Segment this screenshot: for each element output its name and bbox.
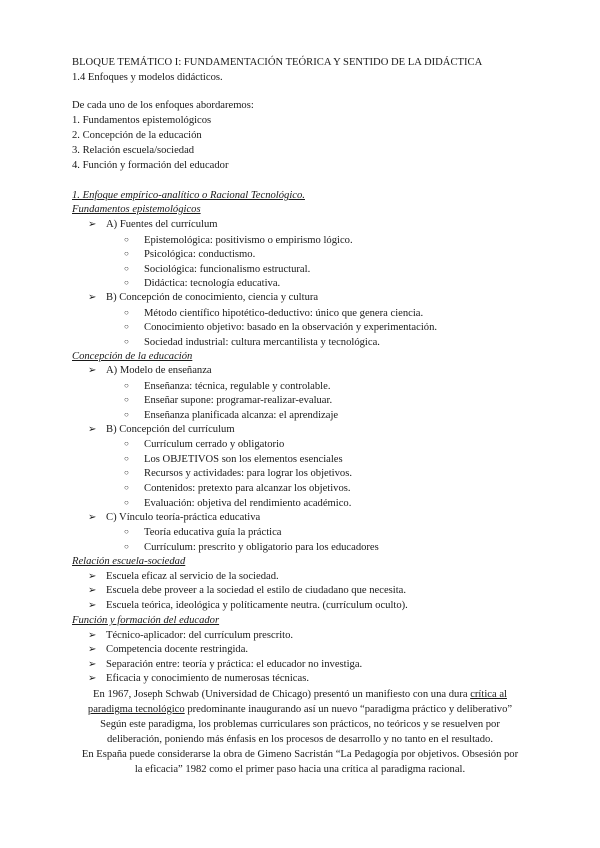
circle-bullet-icon: ○ bbox=[124, 278, 129, 287]
circle-bullet-icon: ○ bbox=[124, 235, 129, 244]
circle-bullet-icon: ○ bbox=[124, 410, 129, 419]
arrow-item: ➢ Separación entre: teoría y práctica: el educador no investiga. bbox=[88, 659, 363, 670]
paragraph-line: paradigma tecnológico predominante inaugurando así un nuevo “paradigma práctico y deliberativo” bbox=[87, 704, 513, 715]
arrow-item: ➢ B) Concepción de conocimiento, ciencia y cultura bbox=[88, 292, 319, 303]
circle-item: ○ Método científico hipotético-deductivo: único que genera ciencia. bbox=[124, 308, 424, 319]
underlined-text: crítica al bbox=[470, 689, 507, 700]
circle-bullet-icon: ○ bbox=[124, 468, 129, 477]
circle-bullet-icon: ○ bbox=[124, 337, 129, 346]
arrow-item: ➢ B) Concepción del currículum bbox=[88, 424, 235, 435]
circle-bullet-icon: ○ bbox=[124, 542, 129, 551]
circle-item: ○ Contenidos: pretexto para alcanzar los objetivos. bbox=[124, 483, 351, 494]
arrow-bullet-icon: ➢ bbox=[88, 673, 97, 684]
arrow-bullet-icon: ➢ bbox=[88, 292, 97, 303]
intro-item: 1. Fundamentos epistemológicos bbox=[72, 115, 212, 126]
circle-bullet-icon: ○ bbox=[124, 439, 129, 448]
arrow-item: ➢ Escuela teórica, ideológica y políticamente neutra. (currículum oculto). bbox=[88, 600, 408, 611]
arrow-item: ➢ C) Vínculo teoría-práctica educativa bbox=[88, 512, 261, 523]
circle-bullet-icon: ○ bbox=[124, 249, 129, 258]
circle-bullet-icon: ○ bbox=[124, 527, 129, 536]
arrow-bullet-icon: ➢ bbox=[88, 585, 97, 596]
circle-bullet-icon: ○ bbox=[124, 308, 129, 317]
circle-item: ○ Los OBJETIVOS son los elementos esenciales bbox=[124, 454, 343, 465]
paragraph-line: deliberación, poniendo más énfasis en los procesos de desarrollo y no tanto en el resultado. bbox=[107, 734, 493, 745]
paragraph-schwab bbox=[60, 687, 540, 747]
paragraph-line: En España puede considerarse la obra de Gimeno Sacristán “La Pedagogía por objetivos. Obsesión por bbox=[81, 749, 519, 760]
circle-item: ○ Recursos y actividades: para lograr los objetivos. bbox=[124, 468, 352, 479]
circle-item: ○ Didáctica: tecnología educativa. bbox=[124, 278, 281, 289]
circle-item: ○ Enseñar supone: programar-realizar-evaluar. bbox=[124, 395, 333, 406]
paragraph-line: En 1967, Joseph Schwab (Universidad de Chicago) presentó un manifiesto con una dura crítica al bbox=[93, 689, 507, 700]
subsection-heading-fundamentos: Fundamentos epistemológicos bbox=[72, 204, 201, 215]
circle-bullet-icon: ○ bbox=[124, 483, 129, 492]
circle-bullet-icon: ○ bbox=[124, 322, 129, 331]
circle-item: ○ Sociedad industrial: cultura mercantilista y tecnológica. bbox=[124, 337, 380, 348]
subsection-heading-funcion: Función y formación del educador bbox=[72, 615, 220, 626]
intro-item: 4. Función y formación del educador bbox=[72, 160, 229, 171]
circle-bullet-icon: ○ bbox=[124, 454, 129, 463]
arrow-item: ➢ Eficacia y conocimiento de numerosas técnicas. bbox=[88, 673, 309, 684]
arrow-bullet-icon: ➢ bbox=[88, 571, 97, 582]
circle-item: ○ Enseñanza: técnica, regulable y controlable. bbox=[124, 381, 331, 392]
document-subtitle: 1.4 Enfoques y modelos didácticos. bbox=[72, 72, 223, 83]
arrow-bullet-icon: ➢ bbox=[88, 659, 97, 670]
arrow-bullet-icon: ➢ bbox=[88, 630, 97, 641]
arrow-item: ➢ Técnico-aplicador: del currículum prescrito. bbox=[88, 630, 294, 641]
circle-bullet-icon: ○ bbox=[124, 395, 129, 404]
underlined-text: paradigma tecnológico bbox=[87, 704, 185, 715]
circle-item: ○ Evaluación: objetiva del rendimiento académico. bbox=[124, 498, 352, 509]
arrow-bullet-icon: ➢ bbox=[88, 600, 97, 611]
section-title: 1. Enfoque empírico-analítico o Racional Tecnológico. bbox=[72, 190, 305, 201]
circle-bullet-icon: ○ bbox=[124, 381, 129, 390]
circle-item: ○ Currículum cerrado y obligatorio bbox=[124, 439, 285, 450]
document-title: BLOQUE TEMÁTICO I: FUNDAMENTACIÓN TEÓRICA Y SENTIDO DE LA DIDÁCTICA bbox=[72, 57, 483, 68]
arrow-bullet-icon: ➢ bbox=[88, 512, 97, 523]
subsection-heading-relacion: Relación escuela-sociedad bbox=[72, 556, 186, 567]
intro-lead: De cada uno de los enfoques abordaremos: bbox=[72, 100, 254, 111]
arrow-item: ➢ Escuela debe proveer a la sociedad el estilo de ciudadano que necesita. bbox=[88, 585, 407, 596]
arrow-bullet-icon: ➢ bbox=[88, 644, 97, 655]
intro-item: 3. Relación escuela/sociedad bbox=[72, 145, 195, 156]
paragraph-gimeno bbox=[60, 747, 540, 777]
circle-bullet-icon: ○ bbox=[124, 498, 129, 507]
circle-item: ○ Epistemológica: positivismo o empirismo lógico. bbox=[124, 235, 353, 246]
circle-item: ○ Conocimiento objetivo: basado en la observación y experimentación. bbox=[124, 322, 438, 333]
paragraph-line: Según este paradigma, los problemas curriculares son prácticos, no teóricos y se resuelven por bbox=[100, 719, 500, 730]
arrow-item: ➢ Escuela eficaz al servicio de la sociedad. bbox=[88, 571, 279, 582]
paragraph-line: la eficacia” 1982 como el primer paso hacia una crítica al paradigma racional. bbox=[134, 764, 466, 775]
arrow-item: ➢ A) Fuentes del currículum bbox=[88, 219, 218, 230]
arrow-bullet-icon: ➢ bbox=[88, 365, 97, 376]
intro-item: 2. Concepción de la educación bbox=[72, 130, 202, 141]
circle-item: ○ Teoría educativa guía la práctica bbox=[124, 527, 282, 538]
arrow-bullet-icon: ➢ bbox=[88, 219, 97, 230]
arrow-bullet-icon: ➢ bbox=[88, 424, 97, 435]
circle-item: ○ Enseñanza planificada alcanza: el aprendizaje bbox=[124, 410, 339, 421]
circle-bullet-icon: ○ bbox=[124, 264, 129, 273]
arrow-item: ➢ Competencia docente restringida. bbox=[88, 644, 249, 655]
circle-item: ○ Currículum: prescrito y obligatorio para los educadores bbox=[124, 542, 379, 553]
subsection-heading-concepcion: Concepción de la educación bbox=[72, 351, 193, 362]
circle-item: ○ Psicológica: conductismo. bbox=[124, 249, 256, 260]
arrow-item: ➢ A) Modelo de enseñanza bbox=[88, 365, 212, 376]
circle-item: ○ Sociológica: funcionalismo estructural. bbox=[124, 264, 311, 275]
